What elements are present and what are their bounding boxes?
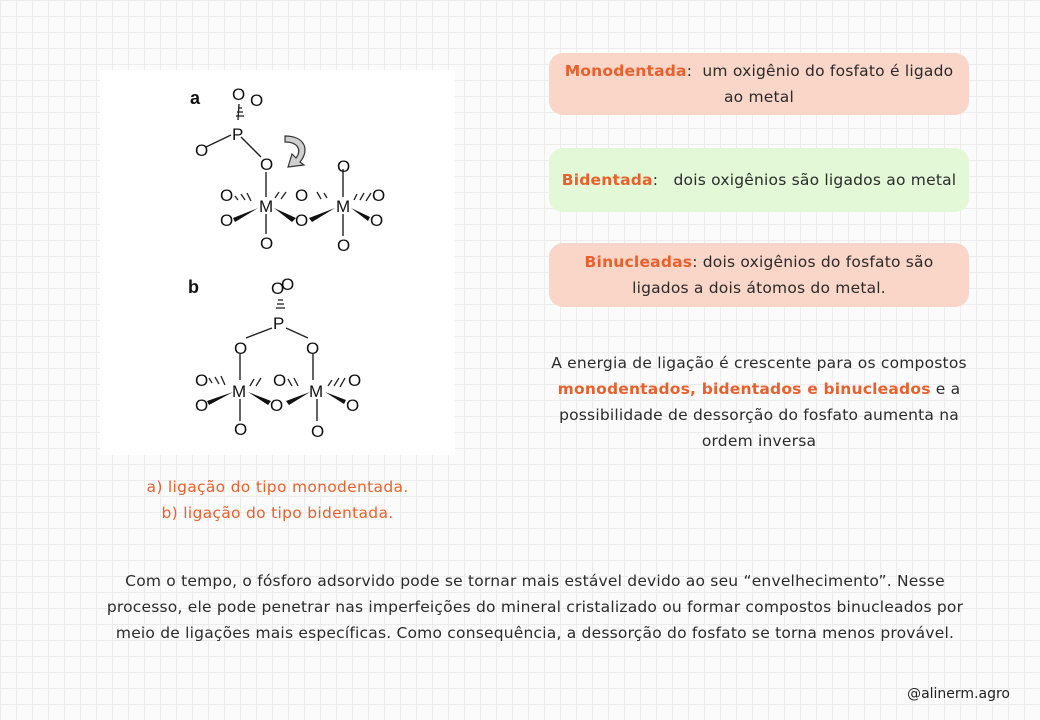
atom-p: P	[273, 314, 285, 333]
box-term: Bidentada	[561, 171, 653, 189]
atom-o: O	[348, 371, 362, 390]
caption-line-b: b) ligação do tipo bidentada.	[161, 504, 394, 522]
panel-b-label: b	[188, 277, 199, 297]
atom-o: O	[295, 186, 309, 205]
curved-arrow-icon	[285, 136, 305, 167]
atom-o: O	[195, 141, 209, 160]
binding-energy-text	[549, 350, 972, 454]
atom-o: O	[281, 275, 295, 294]
author-handle: @alinerm.agro	[907, 686, 1010, 702]
atom-o: O	[337, 236, 351, 255]
atom-o: O	[234, 339, 248, 358]
atom-o: O	[234, 420, 248, 439]
bidentada-box	[549, 148, 969, 212]
atom-o: O	[220, 211, 234, 230]
phosphate-binding-diagram	[100, 70, 455, 455]
atom-o: O	[195, 396, 209, 415]
atom-o: O	[260, 234, 274, 253]
atom-o: O	[306, 339, 320, 358]
atom-o: O	[271, 279, 285, 298]
box-sep: :	[686, 62, 693, 80]
energy-part2: e a possibilidade de dessorção do fosfato aumenta na ordem inversa	[559, 380, 966, 450]
atom-o: O	[232, 85, 246, 104]
box-term: Monodentada	[564, 62, 687, 80]
atom-m: M	[309, 382, 324, 401]
box-text: dois oxigênios são ligados ao metal	[658, 171, 957, 189]
atom-m: M	[336, 197, 351, 216]
binucleadas-box	[549, 243, 969, 307]
box-text: um oxigênio do fosfato é ligado ao metal	[692, 62, 959, 106]
atom-o: O	[372, 186, 386, 205]
energy-part1: A energia de ligação é crescente para os compostos	[551, 354, 972, 372]
atom-o: O	[273, 371, 287, 390]
box-term: Binucleadas	[584, 253, 693, 271]
caption-line-a: a) ligação do tipo monodentada.	[146, 478, 409, 496]
atom-m: M	[232, 382, 247, 401]
atom-o: O	[260, 155, 274, 174]
atom-o: O	[337, 157, 351, 176]
box-sep: :	[692, 253, 698, 271]
figure-caption	[100, 474, 455, 526]
panel-a-label: a	[190, 88, 201, 108]
atom-o: O	[220, 186, 234, 205]
structure-svg	[100, 70, 455, 455]
box-text: dois oxigênios do fosfato são ligados a dois átomos do metal.	[632, 253, 939, 297]
atom-o: O	[346, 396, 360, 415]
box-sep: :	[652, 171, 659, 189]
atom-o: O	[311, 422, 325, 441]
energy-highlight: monodentados, bidentados e binucleados	[557, 380, 931, 398]
atom-o: O	[270, 396, 284, 415]
atom-p: P	[232, 125, 244, 144]
atom-o: O	[370, 211, 384, 230]
atom-o: O	[295, 211, 309, 230]
aging-paragraph: Com o tempo, o fósforo adsorvido pode se tornar mais estável devido ao seu “envelhecimento”. Nesse processo, ele pode penetrar nas imperfeições do mineral cristalizado ou formar compostos binucleados por meio de ligações mais específicas. Como consequência, a dessorção do fosfato se torna menos provável.	[106, 572, 964, 642]
atom-m: M	[259, 197, 274, 216]
monodentada-box	[549, 53, 969, 115]
atom-o: O	[195, 371, 209, 390]
atom-o: O	[250, 91, 264, 110]
